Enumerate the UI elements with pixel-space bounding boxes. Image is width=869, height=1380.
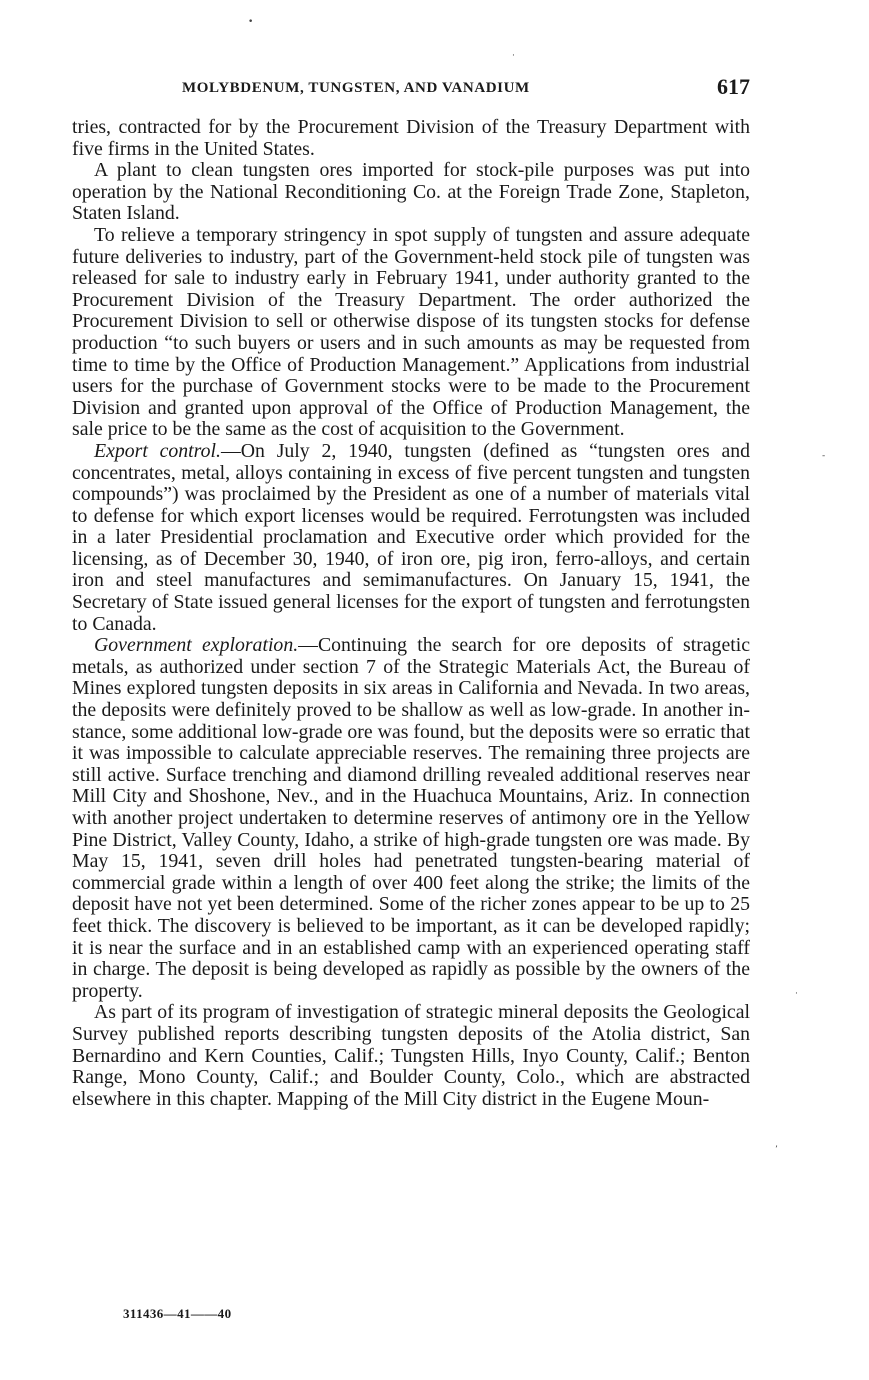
export-control-heading: Export control. bbox=[94, 439, 221, 462]
paragraph-6-text: As part of its program of investigation of strategic mineral deposits the Geological Survey published reports describing tungsten deposits of the Atolia district, San Bernardino and Kern Counties, Calif.; Tungsten Hills, Inyo County, Calif.; Benton Range, Mono County, Calif.; and Boulder County, Colo., which are abstracted elsewhere in this chapter. Mapping of the Mill City district in the Eugene Moun- bbox=[72, 1001, 750, 1110]
paragraph-2-text: A plant to clean tungsten ores imported for stock-pile purposes was put into operation by the National Reconditioning Co. at the Foreign Trade Zone, Stapleton, Staten Island. bbox=[72, 159, 750, 225]
paragraph-2 bbox=[72, 160, 750, 225]
government-exploration-text: —Continuing the search for ore deposits of stragetic metals, as authorized under section 7 of the Strategic Materials Act, the Bureau of Mines explored tungsten deposits in six areas in California and Nevada. In two areas, the deposits were definitely proved to be shallow as well as low-grade. In another instance, some additional low-grade ore was found, but the deposits were so erratic that it was impossible to calculate appreciable reserves. The remaining three projects are still active. Surface trenching and diamond drilling revealed additional reserves near Mill City and Shoshone, Nev., and in the Huachuca Mountains, Ariz. In connection with another project undertaken to determine reserves of antimony ore in the Yellow Pine District, Valley County, Idaho, a strike of high-grade tungsten ore was made. By May 15, 1941, seven drill holes had penetrated tungsten-bearing material of commercial grade within a length of over 400 feet along the strike; the limits of the deposit have not yet been determined. Some of the richer zones appear to be up to 25 feet thick. The discovery is believed to be important, as it can be developed rapidly; it is near the surface and in an established camp with an experienced operating staff in charge. The deposit is being developed as rapidly as possible by the owners of the property. bbox=[72, 634, 750, 1002]
paragraph-export-control bbox=[72, 441, 750, 635]
paragraph-government-exploration bbox=[72, 635, 750, 1002]
paragraph-1-text: tries, contracted for by the Procurement Division of the Treasury Department with five firms in the United States. bbox=[72, 116, 750, 160]
scan-speck-dot: • bbox=[248, 17, 254, 27]
export-control-text: —On July 2, 1940, tungsten (defined as “tungsten ores and concentrates, metal, alloys containing in excess of five percent tungsten and tungsten compounds”) was proclaimed by the President as one of a number of materials vital to defense for which export licenses would be required. Ferrotungsten was included in a later Presidential proclamation and Executive order which provided for the licensing, as of December 30, 1940, of iron ore, pig iron, ferro-alloys, and certain iron and steel manufactures and semimanufactures. On January 15, 1941, the Secretary of State issued general licenses for the export of tungsten and ferrotungsten to Canada. bbox=[72, 439, 751, 635]
scan-speck-dot: · bbox=[512, 51, 515, 61]
scan-speck-dot: - bbox=[822, 451, 826, 461]
page-number: 617 bbox=[717, 74, 750, 99]
paragraph-3 bbox=[72, 225, 750, 441]
body-text bbox=[72, 117, 750, 1110]
page-header bbox=[72, 74, 750, 104]
government-exploration-heading: Government exploration. bbox=[94, 634, 299, 657]
paragraph-3-text: To relieve a temporary stringency in spot supply of tungsten and assure adequate future deliveries to industry, part of the Government-held stock pile of tungsten was released for sale to industry early in February 1941, under authority granted to the Procurement Division of the Treasury Department. The order authorized the Procurement Division to sell or otherwise dispose of its tungsten stocks for defense production “to such buyers or users and in such amounts as may be requested from time to time by the Office of Production Management.” Applications from industrial users for the purchase of Government stocks were to be made to the Procurement Division and granted upon approval of the Office of Production Management, the sale price to be the same as the cost of acquisition to the Government. bbox=[72, 223, 750, 441]
paragraph-1 bbox=[72, 117, 750, 160]
running-head: MOLYBDENUM, TUNGSTEN, AND VANADIUM bbox=[182, 80, 530, 96]
scan-speck-dot: ’ bbox=[775, 1145, 778, 1155]
paragraph-6 bbox=[72, 1002, 750, 1110]
scan-speck-dot: · bbox=[795, 989, 798, 999]
printer-signature-code: 311436—41——40 bbox=[123, 1306, 232, 1321]
